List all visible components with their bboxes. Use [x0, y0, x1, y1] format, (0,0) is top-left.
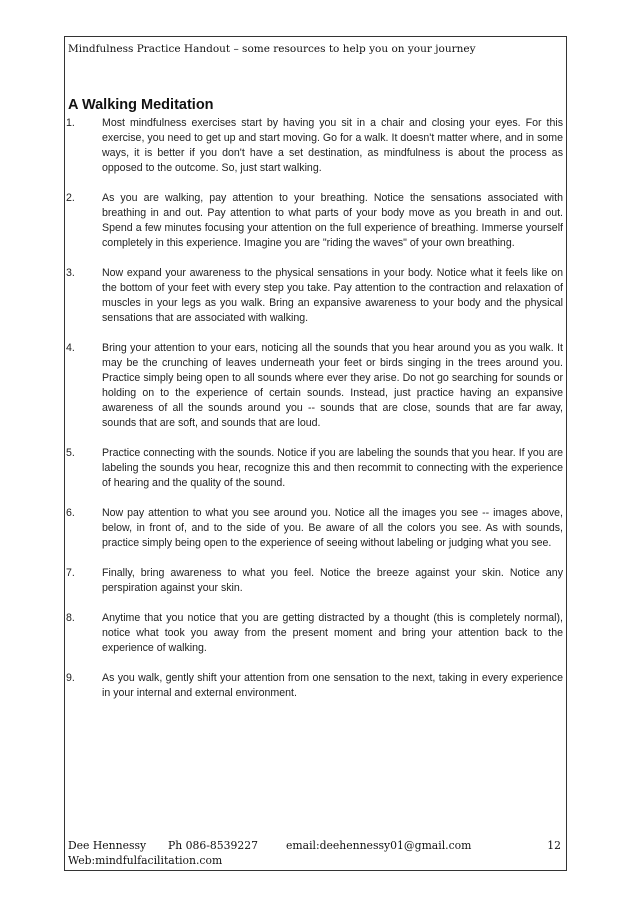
list-item [66, 611, 563, 656]
footer-contact-row [68, 838, 563, 853]
step-number: 5. [66, 447, 75, 459]
step-text: Finally, bring awareness to what you feel. Notice the breeze against your skin. Notice any perspiration against your skin. [102, 567, 563, 594]
step-number: 8. [66, 612, 75, 624]
list-item [66, 446, 563, 491]
step-text: Most mindfulness exercises start by having you sit in a chair and closing your eyes. For this exercise, you need to get up and start moving. Go for a walk. It doesn't matter where, and in some ways, it is better if you don't have a set destination, as mindfulness is about the process as opposed to the outcome. So, just start walking. [102, 117, 563, 174]
step-text: As you walk, gently shift your attention from one sensation to the next, taking in every experience in your internal and external environment. [102, 672, 563, 699]
page-header: Mindfulness Practice Handout – some resources to help you on your journey [68, 43, 476, 55]
footer-phone: Ph 086-8539227 [168, 839, 258, 852]
list-item [66, 341, 563, 431]
list-item [66, 506, 563, 551]
step-list [66, 116, 563, 716]
step-number: 3. [66, 267, 75, 279]
step-number: 2. [66, 192, 75, 204]
step-number: 7. [66, 567, 75, 579]
page-footer [68, 838, 563, 868]
step-number: 6. [66, 507, 75, 519]
footer-web-row [68, 853, 563, 868]
step-text: As you are walking, pay attention to your breathing. Notice the sensations associated with breathing in and out. Pay attention to what parts of your body move as you breath in and out. Spend a few minutes focusing your attention on the full experience of breathing. Immerse yourself completely in this experience. Imagine you are "riding the waves" of your own breathing. [102, 192, 563, 249]
step-text: Bring your attention to your ears, noticing all the sounds that you hear around you as you walk. It may be the crunching of leaves underneath your feet or birds singing in the trees around you. Practice simply being open to all sounds where ever they arise. Do not go searching for sounds or holding on to the experience of certain sounds. Instead, just practice having an expansive awareness of all the sounds around you -- sounds that are close, sounds that are far away, sounds that are soft, and sounds that are loud. [102, 342, 563, 429]
step-text: Practice connecting with the sounds. Notice if you are labeling the sounds that you hear. If you are labeling the sounds you hear, recognize this and then recommit to connecting with the experience of hearing and the quality of the sound. [102, 447, 563, 489]
list-item [66, 191, 563, 251]
page-number: 12 [547, 839, 561, 852]
page-title: A Walking Meditation [68, 97, 214, 113]
list-item [66, 566, 563, 596]
list-item [66, 116, 563, 176]
footer-web: Web:mindfulfacilitation.com [68, 854, 223, 867]
list-item [66, 266, 563, 326]
step-number: 4. [66, 342, 75, 354]
step-text: Anytime that you notice that you are getting distracted by a thought (this is completely normal), notice what took you away from the present moment and bring your attention back to the experience of walking. [102, 612, 563, 654]
footer-name: Dee Hennessy [68, 839, 147, 852]
list-item [66, 671, 563, 701]
footer-email: email:deehennessy01@gmail.com [286, 839, 472, 852]
step-text: Now pay attention to what you see around you. Notice all the images you see -- images above, below, in front of, and to the side of you. Be aware of all the colors you see. As with sounds, practice simply being open to the experience of seeing without labeling or judging what you see. [102, 507, 563, 549]
step-number: 9. [66, 672, 75, 684]
step-text: Now expand your awareness to the physical sensations in your body. Notice what it feels like on the bottom of your feet with every step you take. Pay attention to the contraction and relaxation of muscles in your legs as you walk. Bring an expansive awareness to your body and the physical sensations that are associated with walking. [102, 267, 563, 324]
step-number: 1. [66, 117, 75, 129]
